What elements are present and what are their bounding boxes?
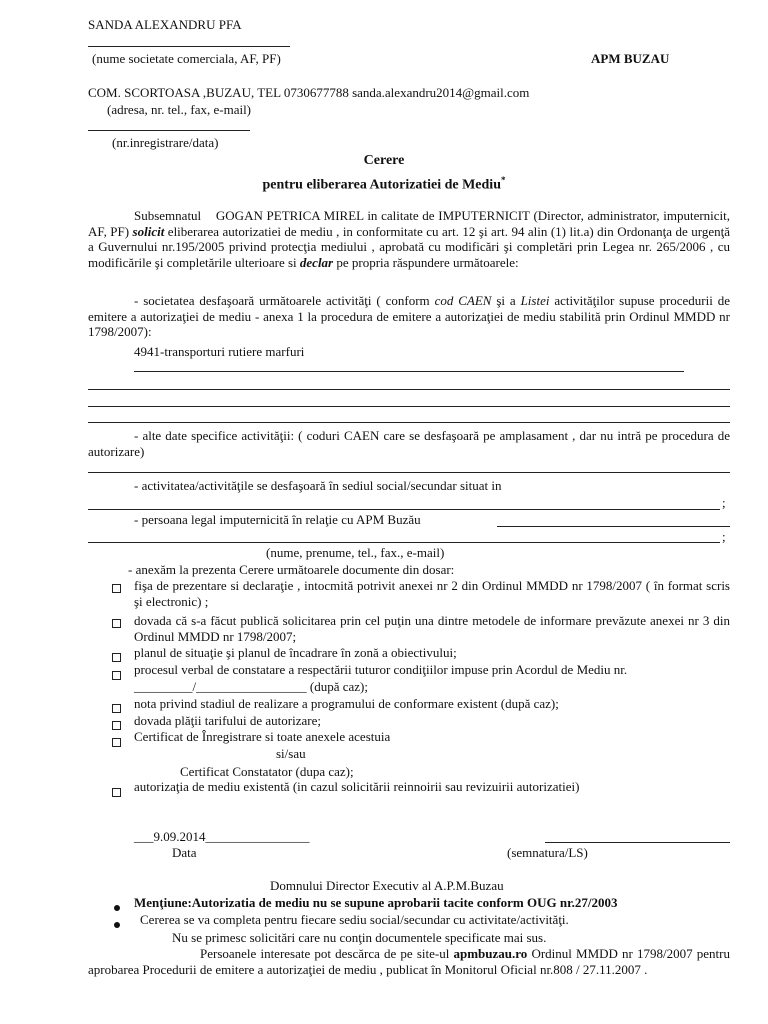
doc-item: fişa de prezentare si declaraţie , intocmită potrivit anexei nr 2 din Ordinul MMDD nr 1798/2007 ( în format scris şi electronic) ; xyxy=(134,578,730,609)
site-link[interactable]: apmbuzau.ro xyxy=(453,946,528,961)
bullet-icon xyxy=(114,916,120,931)
legal-person-caption: (nume, prenume, tel., fax., e-mail) xyxy=(266,545,445,560)
seat-activity: - activitatea/activităţile se desfaşoară în sediul social/secundar situat in xyxy=(134,478,502,493)
fill-line xyxy=(88,406,730,407)
checkbox-icon[interactable] xyxy=(112,716,121,731)
checkbox-icon[interactable] xyxy=(112,783,121,798)
address-caption: (adresa, nr. tel., fax, e-mail) xyxy=(107,102,252,117)
checkbox-icon[interactable] xyxy=(112,699,121,714)
fill-line xyxy=(88,509,720,510)
registration-underline xyxy=(88,130,250,131)
fill-line xyxy=(88,542,720,543)
registration-caption: (nr.inregistrare/data) xyxy=(112,135,219,150)
annex-intro: - anexăm la prezenta Cerere următoarele documente din dosar: xyxy=(128,562,455,577)
note-2: Nu se primesc solicitări care nu conţin documentele specificate mai sus. xyxy=(172,930,547,945)
other-activities: - alte date specifice activităţii: ( coduri CAEN care se desfaşoară pe amplasament , dar nu intră pe procedura de autorizare) xyxy=(88,428,730,459)
date-caption: Data xyxy=(172,845,197,860)
company-underline xyxy=(88,46,290,47)
note-1: Cererea se va completa pentru fiecare sediu social/secundar cu activitate/activităţi. xyxy=(140,912,569,927)
signer-name: GOGAN PETRICA MIREL xyxy=(215,208,364,223)
doc-item: dovada plăţii tarifului de autorizare; xyxy=(134,713,321,728)
doc-item-tail: _________/_________________ (după caz); xyxy=(134,679,368,694)
note-3: Persoanele interesate pot descărca de pe site-ul apmbuzau.ro Ordinul MMDD nr 1798/2007 pentru aprobarea Procedurii de emitere a autorizaţiei de mediu , publicat în Monitorul Oficial nr.808 / 27.11.2007 . xyxy=(88,946,730,977)
date-field[interactable]: ___9.09.2014________________ xyxy=(134,829,310,844)
company-caption: (nume societate comerciala, AF, PF) xyxy=(92,51,281,66)
fill-line xyxy=(88,422,730,423)
doc-item-or: si/sau xyxy=(276,746,306,761)
fill-line xyxy=(88,389,730,390)
document-page: SANDA ALEXANDRU PFA (nume societate comerciala, AF, PF) APM BUZAU COM. SCORTOASA ,BUZAU, TEL 0730677788 sanda.alexandru2014@gmail.com (adresa, nr. tel., fax, e-mail) (nr.inregistrare/data) Cerere pentru eliberarea Autorizatiei de Mediu* Subsemnatul GOGAN PETRICA MIREL in calitate de IMPUTERNICIT (Director, administrator, imputernicit, AF, PF) solicit eliberarea autorizatiei de mediu , in conformitate cu art. 12 şi art. 94 alin (1) lit.a) din Ordonanţa de urgenţă a Guvernului nr.195/2005 privind protecţia mediului , aprobată cu modificări şi completări prin Legea nr. 265/2006 , cu modificările şi completările ulterioare si declar pe propria răspundere următoarele: - societatea desfaşoară următoarele activităţi ( conform cod CAEN şi a Listei activităţilor supuse procedurii de emitere a autorizaţiei de mediu - anexa 1 la procedura de emitere a autorizaţiei de mediu stabilită prin Ordinul MMDD nr 1798/2007): 4941-transporturi rutiere marfuri - alte date specifice activităţii: ( coduri CAEN care se desfaşoară pe amplasament , dar nu intră pe procedura de autorizare) - activitatea/activităţile se desfaşoară în sediul social/secundar situat in ; - persoana legal imputernicită în relaţie cu APM Buzău ; (nume, prenume, tel., fax., e-mail) - anexăm la prezenta Cerere următoarele documente din dosar: fişa de prezentare si declaraţie , intocmită potrivit anexei nr 2 din Ordinul MMDD nr 1798/2007 ( în format scris şi electronic) ; dovada că s-a făcut publică solicitarea prin cel puţin una dintre metodele de informare prevăzute anexei nr 3 din Ordinul MMDD nr 1798/2007; planul de situaţie şi planul de încadrare în zonă a obiectivului; procesul verbal de constatare a respectării tuturor condiţiilor impuse prin Acordul de Mediu nr. _________/_________________ (după caz); nota privind stadiul de realizare a programului de conformare existent (după caz); dovada plăţii tarifului de autorizare; Certificat de Înregistrare si toate anexele acestuia si/sau Certificat Constatator (dupa caz); autorizaţia de mediu existentă (in cazul solicitării reinnoirii sau revizuirii autorizatiei) ___9.09.2014________________ Data (semnatura/LS) Domnului Director Executiv al A.P.M.Buzau Menţiune:Autorizatia de mediu nu se supune aprobarii tacite conform OUG nr.27/2003 Cererea se va completa pentru fiecare sediu social/secundar cu activitate/activităţi. Nu se primesc solicitări care nu conţin documentele specificate mai sus. Persoanele interesate pot descărca de pe site-ul apmbuzau.ro Ordinul MMDD nr 1798/2007 pentru aprobarea Procedurii de emitere a autorizaţiei de mediu , publicat în Monitorul Oficial nr.808 / 27.11.2007 . xyxy=(0,0,768,1024)
bullet-icon xyxy=(114,899,120,914)
checkbox-icon[interactable] xyxy=(112,648,121,663)
title-asterisk: * xyxy=(500,175,506,185)
checkbox-icon[interactable] xyxy=(112,614,121,629)
authority-name: APM BUZAU xyxy=(591,51,670,66)
doc-item: autorizaţia de mediu existentă (in cazul solicitării reinnoirii sau revizuirii autorizatiei) xyxy=(134,779,580,794)
title-line2: pentru eliberarea Autorizatiei de Mediu* xyxy=(262,175,506,193)
doc-item: Certificat de Înregistrare si toate anexele acestuia xyxy=(134,729,391,744)
signature-line[interactable] xyxy=(545,842,730,843)
intro-paragraph: Subsemnatul GOGAN PETRICA MIREL in calitate de IMPUTERNICIT (Director, administrator, imputernicit, AF, PF) solicit eliberarea autorizatiei de mediu , in conformitate cu art. 12 şi art. 94 alin (1) lit.a) din Ordonanţa de urgenţă a Guvernului nr.195/2005 privind protecţia mediului , aprobată cu modificări şi completări prin Legea nr. 265/2006 , cu modificările şi completările ulterioare si declar pe propria răspundere următoarele: xyxy=(88,208,731,270)
fill-line xyxy=(88,472,730,473)
signature-caption: (semnatura/LS) xyxy=(507,845,588,860)
checkbox-icon[interactable] xyxy=(112,666,121,681)
mention: Menţiune:Autorizatia de mediu nu se supune aprobarii tacite conform OUG nr.27/2003 xyxy=(134,895,618,910)
company-name: SANDA ALEXANDRU PFA xyxy=(88,17,242,32)
signer-role: IMPUTERNICIT xyxy=(438,208,530,223)
fill-line xyxy=(497,526,730,527)
legal-person: - persoana legal imputernicită în relaţie cu APM Buzău xyxy=(134,512,421,527)
activity-intro: - societatea desfaşoară următoarele activităţi ( conform cod CAEN şi a Listei activităţilor supuse procedurii de emitere a autorizaţiei de mediu - anexa 1 la procedura de emitere a autorizaţiei de mediu stabilită prin Ordinul MMDD nr 1798/2007): xyxy=(88,293,731,339)
fill-line xyxy=(134,371,684,372)
doc-item-constatator: Certificat Constatator (dupa caz); xyxy=(180,764,354,779)
checkbox-icon[interactable] xyxy=(112,579,121,594)
company-address: COM. SCORTOASA ,BUZAU, TEL 0730677788 sanda.alexandru2014@gmail.com xyxy=(88,85,530,100)
doc-item: nota privind stadiul de realizare a programului de conformare existent (după caz); xyxy=(134,696,559,711)
doc-item: planul de situaţie şi planul de încadrare în zonă a obiectivului; xyxy=(134,645,457,660)
doc-item: procesul verbal de constatare a respectării tuturor condiţiilor impuse prin Acordul de Mediu nr. xyxy=(134,662,628,677)
checkbox-icon[interactable] xyxy=(112,733,121,748)
activity-value: 4941-transporturi rutiere marfuri xyxy=(134,344,305,359)
title-line1: Cerere xyxy=(363,153,405,168)
addressee: Domnului Director Executiv al A.P.M.Buzau xyxy=(270,878,504,893)
doc-item: dovada că s-a făcut publică solicitarea prin cel puţin una dintre metodele de informare prevăzute anexei nr 3 din Ordinul MMDD nr 1798/2007; xyxy=(134,613,730,644)
